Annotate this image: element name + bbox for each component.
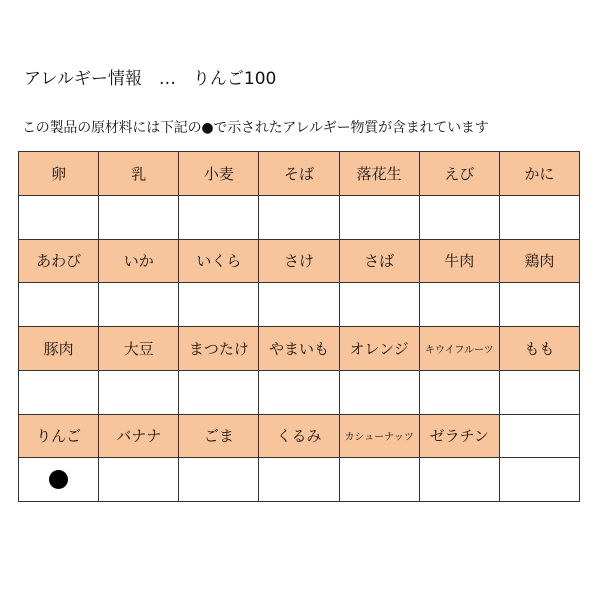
allergen-mark-cell [500, 371, 580, 415]
allergen-mark-cell [99, 458, 179, 502]
allergen-label-cell: キウイフルーツ [420, 327, 500, 371]
allergen-label-cell: ごま [179, 415, 259, 459]
allergen-label-cell: やまいも [259, 327, 339, 371]
allergen-mark-cell [420, 196, 500, 240]
allergen-mark-cell [179, 283, 259, 327]
allergen-label-cell: 卵 [19, 152, 99, 196]
allergen-label-cell: まつたけ [179, 327, 259, 371]
allergen-label-cell: えび [420, 152, 500, 196]
allergen-present-dot-icon [49, 470, 68, 489]
allergen-label-cell [500, 415, 580, 459]
allergen-label-cell: りんご [19, 415, 99, 459]
allergen-mark-cell [500, 458, 580, 502]
allergen-mark-cell [259, 196, 339, 240]
allergen-mark-cell [19, 458, 99, 502]
allergen-mark-cell [179, 371, 259, 415]
page-title: アレルギー情報 … りんご100 [24, 69, 277, 89]
allergen-mark-cell [500, 196, 580, 240]
allergen-label-cell: くるみ [259, 415, 339, 459]
allergen-label-cell: そば [259, 152, 339, 196]
allergen-label-cell: 豚肉 [19, 327, 99, 371]
allergen-mark-cell [99, 283, 179, 327]
allergen-label-cell: 落花生 [340, 152, 420, 196]
allergen-label-cell: カシューナッツ [340, 415, 420, 459]
allergen-mark-cell [340, 371, 420, 415]
allergen-label-cell: 鶏肉 [500, 240, 580, 284]
allergen-label-cell: いくら [179, 240, 259, 284]
allergen-mark-cell [179, 196, 259, 240]
allergen-label-cell: 牛肉 [420, 240, 500, 284]
allergen-label-cell: 乳 [99, 152, 179, 196]
allergen-mark-cell [420, 371, 500, 415]
allergen-mark-cell [420, 458, 500, 502]
allergen-mark-cell [99, 371, 179, 415]
allergen-label-cell: ゼラチン [420, 415, 500, 459]
allergen-mark-cell [340, 196, 420, 240]
allergen-label-cell: 大豆 [99, 327, 179, 371]
allergen-label-cell: もも [500, 327, 580, 371]
allergen-table [18, 151, 580, 502]
allergen-note: この製品の原材料には下記の●で示されたアレルギー物質が含まれています [22, 120, 489, 136]
allergen-mark-cell [259, 458, 339, 502]
allergen-mark-cell [259, 371, 339, 415]
allergen-label-cell: オレンジ [340, 327, 420, 371]
allergen-mark-cell [420, 283, 500, 327]
allergen-mark-cell [259, 283, 339, 327]
allergen-mark-cell [99, 196, 179, 240]
allergen-mark-cell [500, 283, 580, 327]
allergen-label-cell: あわび [19, 240, 99, 284]
allergen-mark-cell [19, 196, 99, 240]
allergen-mark-cell [19, 371, 99, 415]
allergen-label-cell: さけ [259, 240, 339, 284]
allergen-label-cell: いか [99, 240, 179, 284]
allergen-label-cell: バナナ [99, 415, 179, 459]
allergen-label-cell: かに [500, 152, 580, 196]
allergen-mark-cell [340, 283, 420, 327]
allergen-label-cell: さば [340, 240, 420, 284]
allergen-label-cell: 小麦 [179, 152, 259, 196]
allergen-mark-cell [340, 458, 420, 502]
allergen-mark-cell [179, 458, 259, 502]
allergen-mark-cell [19, 283, 99, 327]
